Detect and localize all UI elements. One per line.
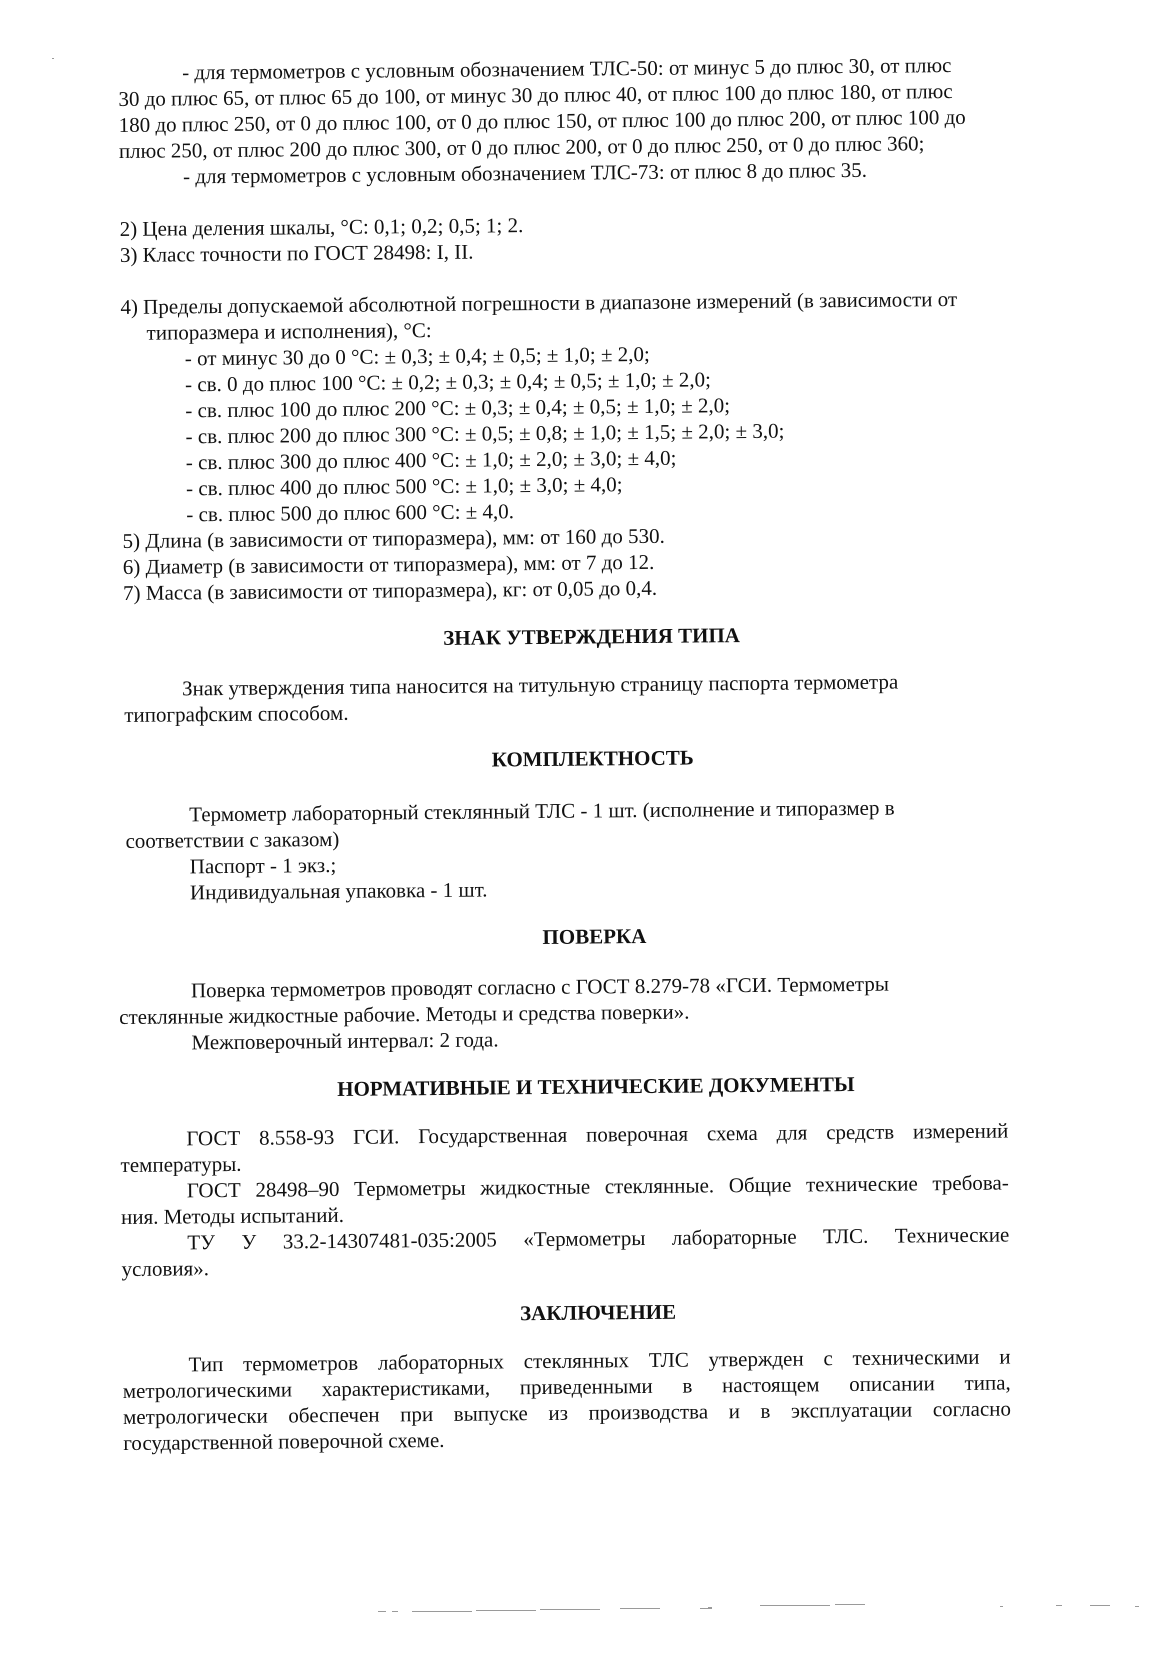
scan-speck xyxy=(1000,1606,1003,1607)
range-tls50-line4: плюс 250, от плюс 200 до плюс 300, от 0 до плюс 200, от 0 до плюс 250, от 0 до плюс 360; xyxy=(118,131,925,164)
document-gost-28498-line2: ния. Методы испытаний. xyxy=(120,1202,345,1230)
error-range-item: - св. 0 до плюс 100 °С: ± 0,2; ± 0,3; ± 0,4; ± 0,5; ± 1,0; ± 2,0; xyxy=(185,367,712,397)
scan-speck xyxy=(412,1611,472,1612)
scan-speck xyxy=(835,1604,865,1605)
error-range-item: - от минус 30 до 0 °С: ± 0,3; ± 0,4; ± 0,5; ± 1,0; ± 2,0; xyxy=(184,341,650,371)
scan-speck xyxy=(620,1608,660,1609)
error-range-item: - св. плюс 400 до плюс 500 °С: ± 1,0; ± 3,0; ± 4,0; xyxy=(186,472,623,501)
completeness-item-thermometer: Термометр лабораторный стеклянный ТЛС - 1 шт. (исполнение и типоразмер в xyxy=(189,795,895,827)
document-tu-line1: ТУ У 33.2-14307481-035:2005 «Термометры лабораторные ТЛС. Технические xyxy=(187,1222,1010,1255)
scan-speck xyxy=(1090,1605,1110,1606)
error-range-item: - св. плюс 100 до плюс 200 °С: ± 0,3; ± 0,4; ± 0,5; ± 1,0; ± 2,0; xyxy=(185,393,731,423)
document-gost-8558-line1: ГОСТ 8.558-93 ГСИ. Государственная поверочная схема для средств измерений xyxy=(186,1118,1009,1151)
error-range-item: - св. плюс 200 до плюс 300 °С: ± 0,5; ± 0,8; ± 1,0; ± 1,5; ± 2,0; ± 3,0; xyxy=(185,418,785,449)
spec-diameter: 6) Диаметр (в зависимости от типоразмера), мм: от 7 до 12. xyxy=(122,549,655,579)
approval-mark-text-line2: типографским способом. xyxy=(124,700,349,727)
document-gost-8558-line2: температуры. xyxy=(120,1151,242,1178)
completeness-item-passport: Паспорт - 1 экз.; xyxy=(189,852,337,879)
section-title-approval-mark: ЗНАК УТВЕРЖДЕНИЯ ТИПА xyxy=(443,623,741,650)
conclusion-text-line3: метрологически обеспечен при выпуске из производства и в эксплуатации согласно xyxy=(122,1396,1012,1430)
completeness-item-thermometer-cont: соответствии с заказом) xyxy=(125,826,340,853)
scan-speck xyxy=(540,1609,600,1610)
range-tls50-line2: 30 до плюс 65, от плюс 65 до 100, от минус 30 до плюс 40, от плюс 100 до плюс 180, от плюс xyxy=(118,79,953,112)
range-tls50-line3: 180 до плюс 250, от 0 до плюс 100, от 0 до плюс 150, от плюс 100 до плюс 200, от плюс 100 до xyxy=(118,104,966,138)
range-tls50-line1: - для термометров с условным обозначением ТЛС-50: от минус 5 до плюс 30, от плюс xyxy=(182,53,952,85)
scan-speck xyxy=(1056,1605,1062,1606)
scan-speck xyxy=(760,1605,830,1606)
conclusion-text-line1: Тип термометров лабораторных стеклянных ТЛС утвержден с техническими и xyxy=(188,1344,1011,1377)
scan-speck xyxy=(1135,1606,1139,1607)
spec-length: 5) Длина (в зависимости от типоразмера), мм: от 160 до 530. xyxy=(122,523,665,553)
scan-speck xyxy=(708,1607,712,1609)
conclusion-text-line2: метрологическими характеристиками, приведенными в настоящем описании типа, xyxy=(122,1370,1011,1404)
error-range-item: - св. плюс 500 до плюс 600 °С: ± 4,0. xyxy=(186,499,515,527)
conclusion-text-line4: государственной поверочной схеме. xyxy=(123,1427,445,1456)
spec-error-limits-line2: типоразмера и исполнения), °С: xyxy=(146,318,432,345)
scan-speck xyxy=(378,1611,386,1612)
scan-speck xyxy=(52,58,54,59)
document-gost-28498-line1: ГОСТ 28498–90 Термометры жидкостные стеклянные. Общие технические требова- xyxy=(186,1170,1009,1203)
scan-speck xyxy=(476,1610,536,1611)
verification-interval: Межповерочный интервал: 2 года. xyxy=(191,1027,499,1055)
verification-text-line1: Поверка термометров проводят согласно с ГОСТ 8.279-78 «ГСИ. Термометры xyxy=(190,971,889,1003)
range-tls73: - для термометров с условным обозначением ТЛС-73: от плюс 8 до плюс 35. xyxy=(183,157,868,189)
section-title-verification: ПОВЕРКА xyxy=(542,923,647,949)
spec-mass: 7) Масса (в зависимости от типоразмера), кг: от 0,05 до 0,4. xyxy=(123,575,658,605)
error-range-item: - св. плюс 300 до плюс 400 °С: ± 1,0; ± 2,0; ± 3,0; ± 4,0; xyxy=(185,445,677,475)
scan-speck xyxy=(392,1611,398,1612)
section-title-documents: НОРМАТИВНЫЕ И ТЕХНИЧЕСКИЕ ДОКУМЕНТЫ xyxy=(337,1071,855,1101)
spec-error-limits-line1: 4) Пределы допускаемой абсолютной погрешности в диапазоне измерений (в зависимости от xyxy=(120,286,958,320)
document-tu-line2: условия». xyxy=(121,1256,210,1282)
verification-text-line2: стеклянные жидкостные рабочие. Методы и средства поверки». xyxy=(119,999,690,1030)
section-title-completeness: КОМПЛЕКТНОСТЬ xyxy=(491,745,694,772)
spec-accuracy-class: 3) Класс точности по ГОСТ 28498: I, II. xyxy=(119,239,474,268)
completeness-item-package: Индивидуальная упаковка - 1 шт. xyxy=(189,877,488,905)
spec-scale-division: 2) Цена деления шкалы, °С: 0,1; 0,2; 0,5; 1; 2. xyxy=(119,213,524,242)
section-title-conclusion: ЗАКЛЮЧЕНИЕ xyxy=(519,1299,677,1326)
approval-mark-text-line1: Знак утверждения типа наносится на титульную страницу паспорта термометра xyxy=(181,669,899,701)
